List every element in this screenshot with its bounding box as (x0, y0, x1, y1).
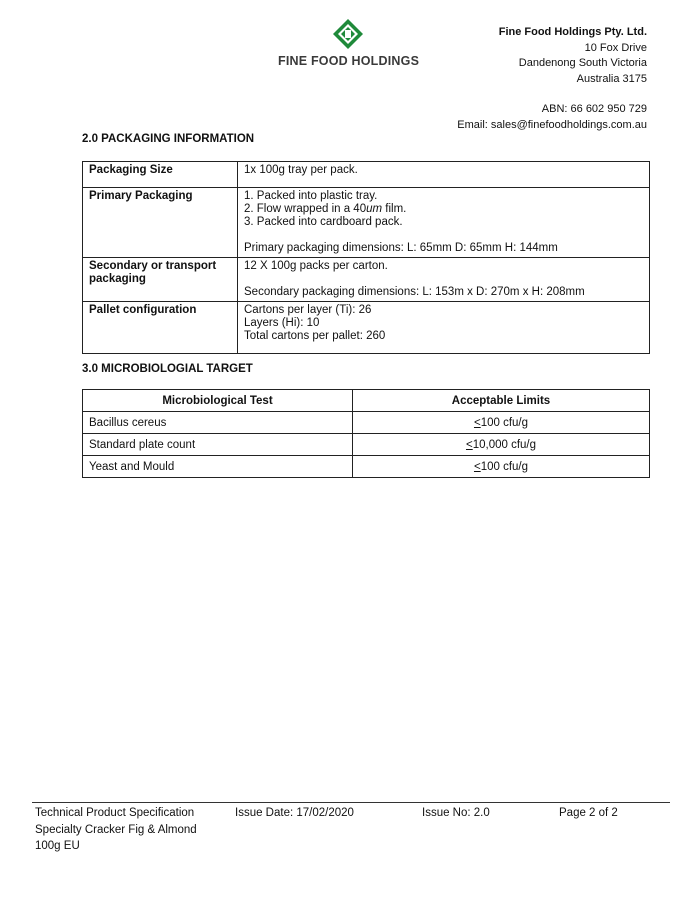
column-header: Acceptable Limits (353, 390, 650, 412)
table-header-row (83, 390, 650, 412)
packaging-table (82, 161, 650, 354)
table-row (83, 456, 650, 478)
table-row (83, 162, 650, 188)
logo-text: FINE FOOD HOLDINGS (278, 54, 420, 68)
test-name: Yeast and Mould (83, 456, 353, 478)
test-limit: <100 cfu/g (353, 412, 650, 434)
company-logo (272, 18, 422, 74)
row-value: 12 X 100g packs per carton. Secondary packaging dimensions: L: 153m x D: 270m x H: 208mm (238, 258, 650, 302)
company-name: Fine Food Holdings Pty. Ltd. (498, 26, 647, 38)
row-label: Pallet configuration (83, 302, 238, 354)
table-row (83, 434, 650, 456)
address-line: 10 Fox Drive (584, 41, 647, 54)
row-label: Packaging Size (83, 162, 238, 188)
address-line: Australia 3175 (576, 72, 647, 85)
test-name: Standard plate count (83, 434, 353, 456)
abn: ABN: 66 602 950 729 (541, 103, 647, 115)
micro-table (82, 389, 650, 478)
test-limit: <10,000 cfu/g (353, 434, 650, 456)
footer-issue-no: Issue No: 2.0 (422, 807, 490, 819)
column-header: Microbiological Test (83, 390, 353, 412)
footer-document-title: Technical Product Specification Specialty Cracker Fig & Almond 100g EU (35, 807, 197, 852)
logo-diamond-icon (332, 18, 364, 50)
footer-page-number: Page 2 of 2 (559, 807, 618, 819)
company-address (457, 25, 647, 133)
footer-issue-date: Issue Date: 17/02/2020 (235, 807, 354, 819)
row-value: Cartons per layer (Ti): 26 Layers (Hi): 10 Total cartons per pallet: 260 (238, 302, 650, 354)
table-row (83, 302, 650, 354)
footer-divider (32, 802, 670, 803)
row-value: 1. Packed into plastic tray. 2. Flow wrapped in a 40um film. 3. Packed into cardboard pack. Primary packaging dimensions: L: 65mm D: 65mm H: 144mm (238, 188, 650, 258)
table-row (83, 188, 650, 258)
packaging-heading: 2.0 PACKAGING INFORMATION (82, 133, 255, 145)
row-value: 1x 100g tray per pack. (238, 162, 650, 188)
row-label: Secondary or transport packaging (83, 258, 238, 302)
row-label: Primary Packaging (83, 188, 238, 258)
table-row (83, 412, 650, 434)
table-row (83, 258, 650, 302)
email: Email: sales@finefoodholdings.com.au (457, 118, 647, 131)
test-name: Bacillus cereus (83, 412, 353, 434)
address-line: Dandenong South Victoria (518, 57, 647, 69)
test-limit: <100 cfu/g (353, 456, 650, 478)
micro-heading: 3.0 MICROBIOLOGIAL TARGET (82, 363, 253, 375)
